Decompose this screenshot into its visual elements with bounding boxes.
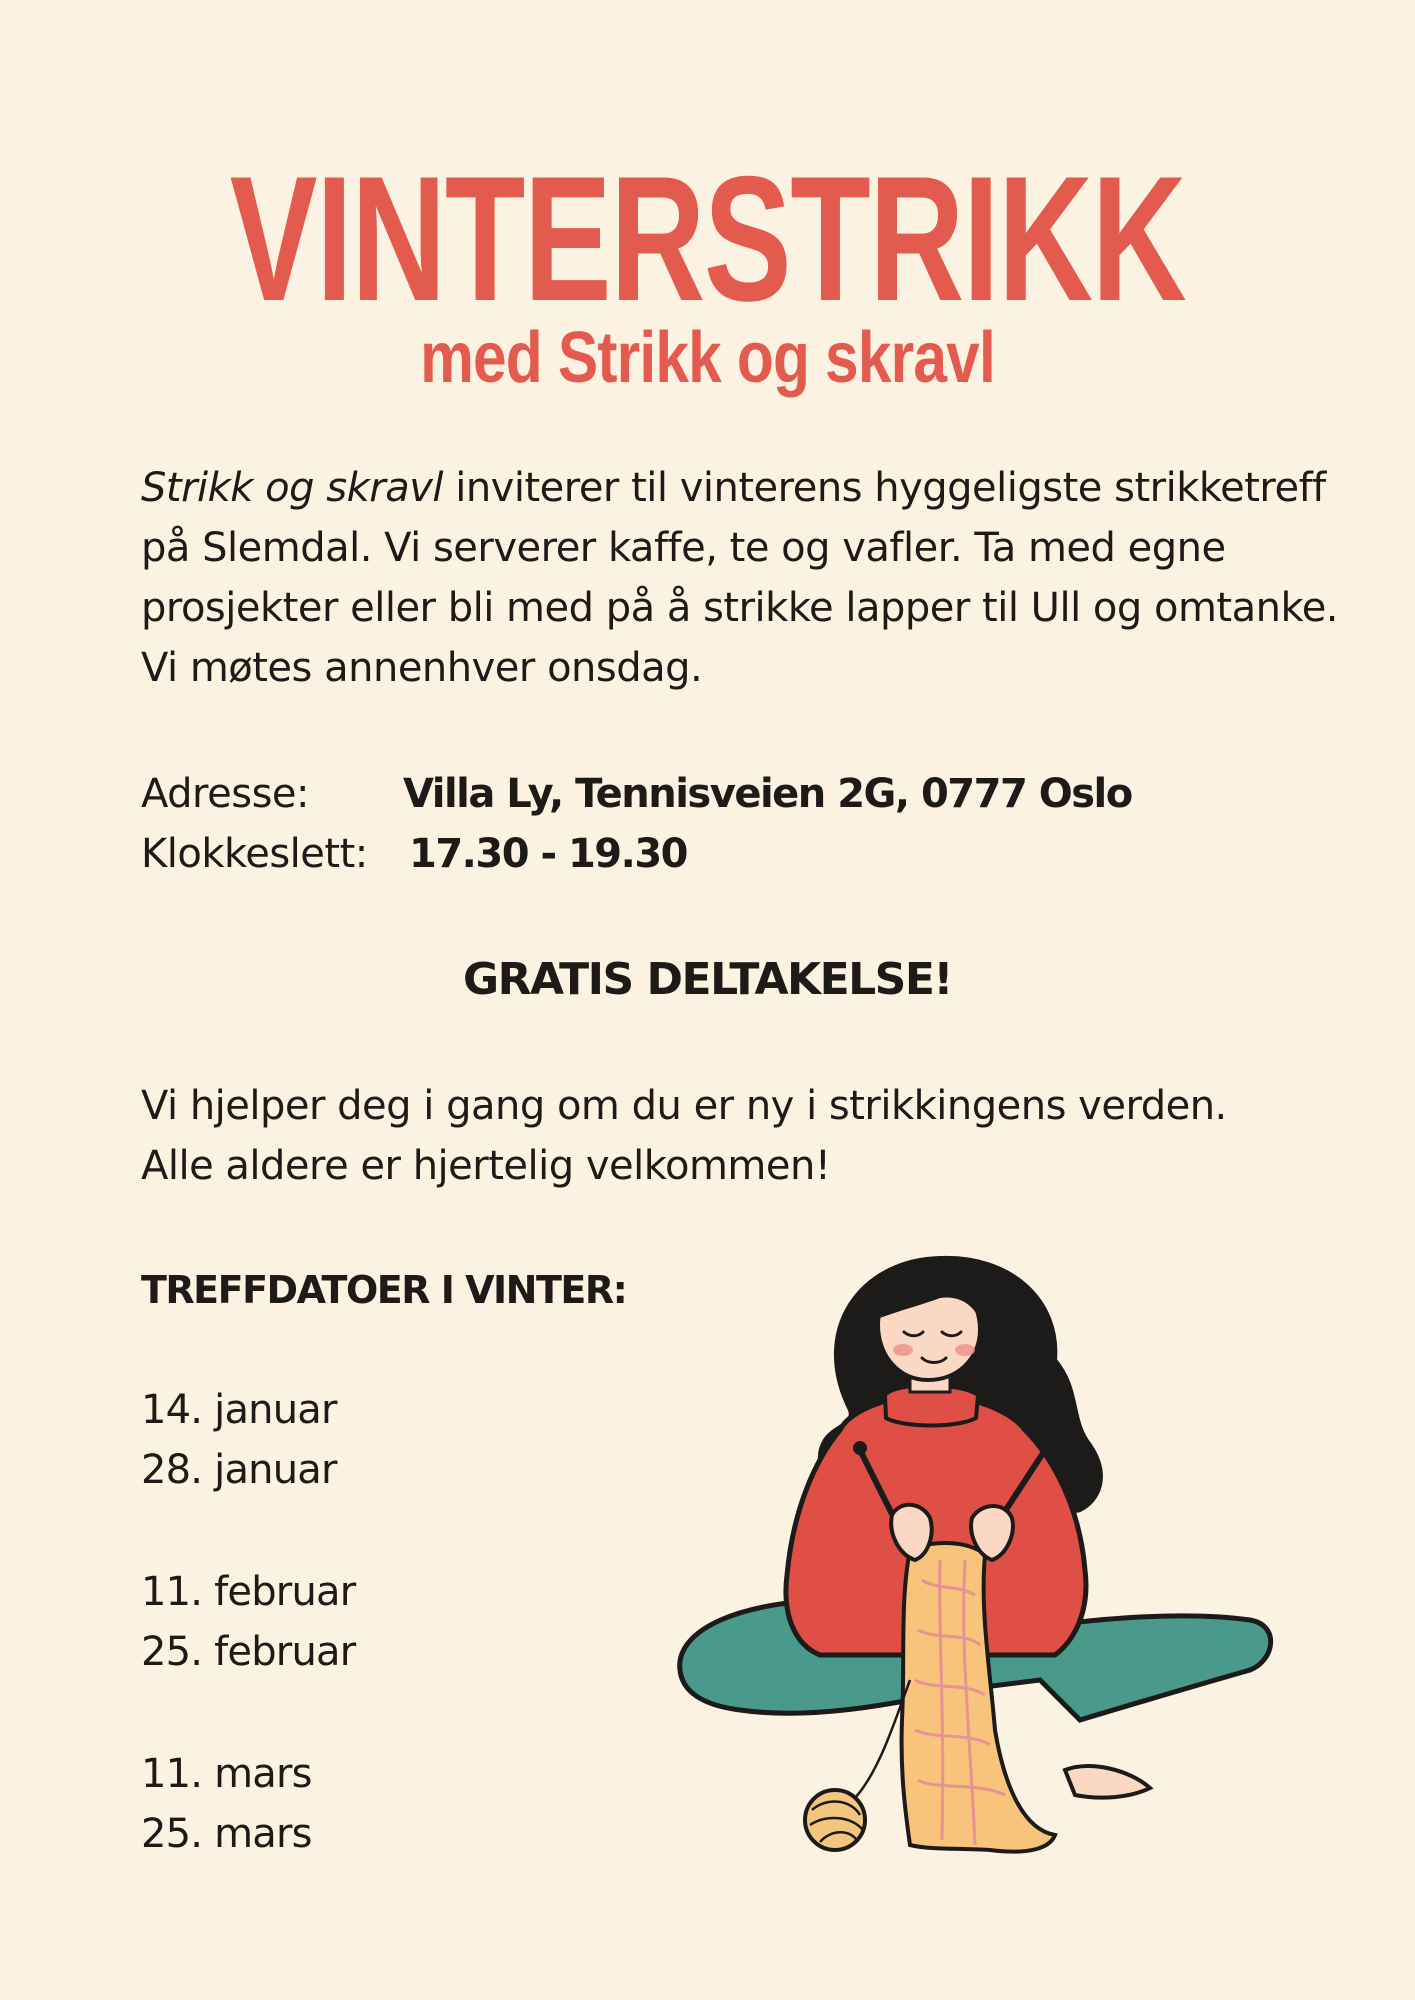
date-item: 25. mars (141, 1811, 312, 1857)
address-value: Villa Ly, Tennisveien 2G, 0777 Oslo (403, 771, 1132, 817)
poster-title: VINTERSTRIKK (229, 139, 1186, 338)
date-item: 25. februar (141, 1629, 356, 1675)
organization-name: Strikk og skravl (141, 465, 443, 511)
knitting-woman-illustration (660, 1250, 1280, 1870)
foot (1065, 1766, 1150, 1798)
address-label: Adresse: (141, 771, 309, 817)
date-item: 28. januar (141, 1447, 337, 1493)
address-row (141, 764, 1132, 824)
date-item: 14. januar (141, 1387, 337, 1433)
date-item: 11. februar (141, 1569, 356, 1615)
date-item: 11. mars (141, 1751, 312, 1797)
time-value: 17.30 - 19.30 (409, 831, 687, 877)
intro-text: inviterer til vinterens hyggeligste strikketreff på Slemdal. Vi serverer kaffe, te og vafler. Ta med egne prosjekter eller bli med på å strikke lapper til Ull og omtanke. Vi møtes annenhver onsdag. (141, 465, 1339, 691)
dates-heading: TREFFDATOER I VINTER: (141, 1268, 627, 1312)
time-label: Klokkeslett: (141, 831, 368, 877)
intro-paragraph (141, 458, 1381, 698)
poster-subtitle: med Strikk og skravl (420, 318, 995, 398)
free-participation-heading: GRATIS DELTAKELSE! (462, 954, 952, 1005)
time-row (141, 824, 687, 884)
welcome-paragraph: Vi hjelper deg i gang om du er ny i strikkingens verden. Alle aldere er hjertelig velkommen! (141, 1083, 1227, 1189)
